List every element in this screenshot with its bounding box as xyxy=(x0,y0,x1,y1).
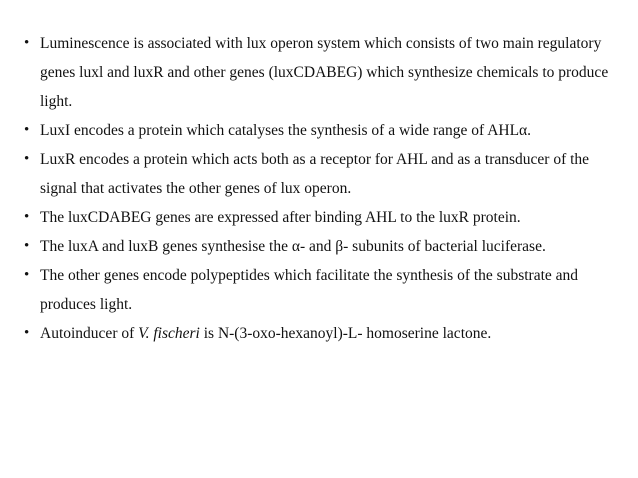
bullet-item-luxcdabeg xyxy=(24,203,624,232)
species-name: V. fischeri xyxy=(138,325,200,342)
bullet-text: The luxCDABEG genes are expressed after binding AHL to the luxR protein. xyxy=(40,209,521,226)
bullet-text: Luminescence is associated with lux operon system which consists of two main regulatory genes luxl and luxR and other genes (luxCDABEG) which synthesize chemicals to produce light. xyxy=(40,35,609,110)
bullet-item-other-genes xyxy=(24,261,624,319)
bullet-item-lux-operon xyxy=(24,29,624,116)
bullet-text: The luxA and luxB genes synthesise the α- and β- subunits of bacterial luciferase. xyxy=(40,238,546,255)
bullet-item-luxi xyxy=(24,116,624,145)
bullet-icon: • xyxy=(24,238,30,254)
bullet-icon: • xyxy=(24,35,30,51)
bullet-text-before: Autoinducer of xyxy=(40,325,139,342)
bullet-text: LuxI encodes a protein which catalyses the synthesis of a wide range of AHLα. xyxy=(40,122,532,139)
bullet-item-luxr xyxy=(24,145,624,203)
bullet-text: LuxR encodes a protein which acts both as a receptor for AHL and as a transducer of the signal that activates the other genes of lux operon. xyxy=(40,151,590,197)
bullet-icon: • xyxy=(24,122,30,138)
bullet-list xyxy=(24,29,624,348)
bullet-item-autoinducer xyxy=(24,319,624,348)
bullet-icon: • xyxy=(24,267,30,283)
bullet-icon: • xyxy=(24,209,30,225)
bullet-text-after: is N-(3-oxo-hexanoyl)-L- homoserine lactone. xyxy=(199,325,492,342)
bullet-icon: • xyxy=(24,151,30,167)
bullet-item-luxa-luxb xyxy=(24,232,624,261)
bullet-text: The other genes encode polypeptides which facilitate the synthesis of the substrate and produces light. xyxy=(40,267,579,313)
bullet-icon: • xyxy=(24,325,30,341)
